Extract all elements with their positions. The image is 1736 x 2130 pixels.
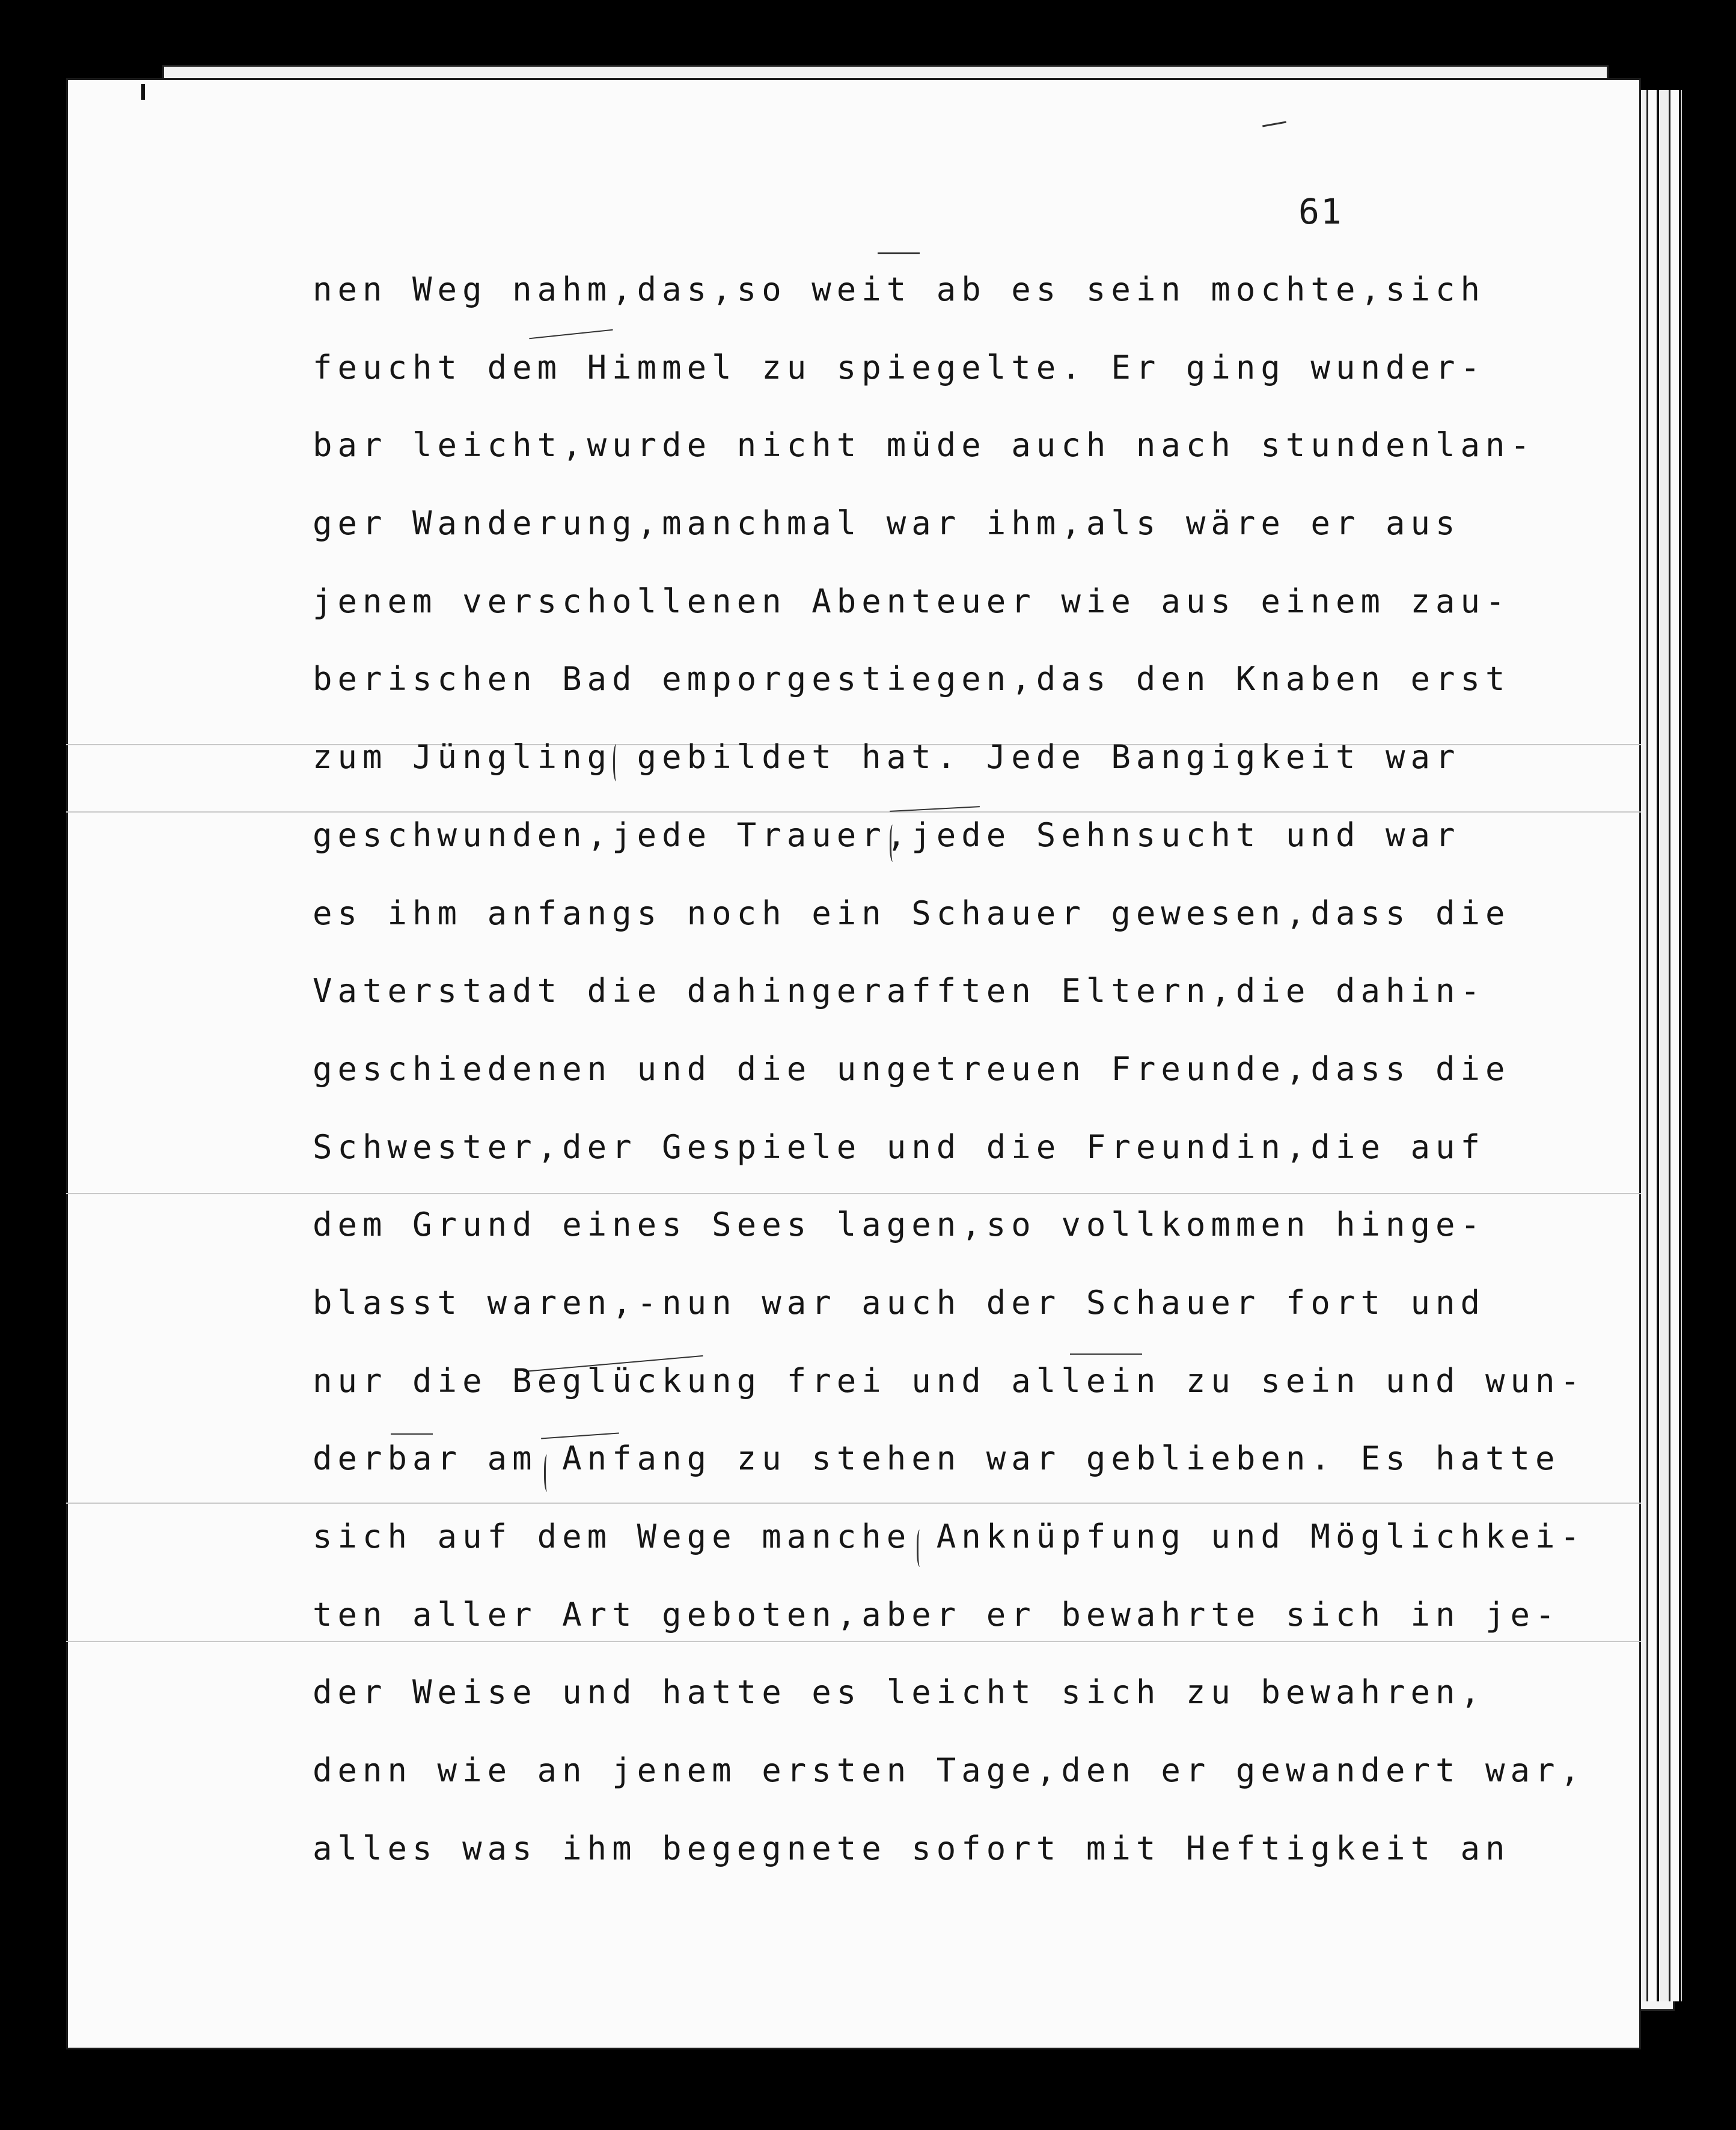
text-line: der Weise und hatte es leicht sich zu bewahren, (313, 1673, 1486, 1712)
text-line: sich auf dem Wege manche Anknüpfung und Möglichkei- (313, 1518, 1586, 1555)
text-line: dem Grund eines Sees lagen,so vollkommen hinge- (313, 1206, 1486, 1244)
text-line: Schwester,der Gespiele und die Freundin,die auf (313, 1128, 1486, 1166)
text-line: bar leicht,wurde nicht müde auch nach stundenlan- (313, 426, 1536, 465)
text-line: nen Weg nahm,das,so weit ab es sein mochte,sich (313, 270, 1486, 308)
typescript-text (313, 270, 1586, 1908)
text-line: ten aller Art geboten,aber er bewahrte sich in je- (313, 1595, 1560, 1634)
text-line: ger Wanderung,manchmal war ihm,als wäre er aus (313, 504, 1461, 543)
text-line: geschwunden,jede Trauer,jede Sehnsucht und war (313, 816, 1461, 854)
text-line: feucht dem Himmel zu spiegelte. Er ging wunder- (313, 348, 1486, 386)
text-line: Vaterstadt die dahingerafften Eltern,die dahin- (313, 972, 1486, 1010)
pencil-mark (878, 252, 920, 254)
text-line: denn wie an jenem ersten Tage,den er gewandert war, (313, 1751, 1586, 1790)
text-line: blasst waren,-nun war auch der Schauer fort und (313, 1283, 1486, 1322)
text-line: alles was ihm begegnete sofort mit Heftigkeit an (313, 1829, 1511, 1867)
text-line: jenem verschollenen Abenteuer wie aus einem zau- (313, 582, 1511, 620)
punch-mark (141, 84, 145, 100)
text-line: nur die Beglückung frei und allein zu sein und wun- (313, 1361, 1586, 1400)
text-line: berischen Bad emporgestiegen,das den Knaben erst (313, 660, 1511, 698)
text-line: geschiedenen und die ungetreuen Freunde,dass die (313, 1049, 1511, 1088)
text-line: es ihm anfangs noch ein Schauer gewesen,dass die (313, 894, 1511, 932)
text-line: zum Jüngling gebildet hat. Jede Bangigkeit war (313, 738, 1461, 777)
text-line: derbar am Anfang zu stehen war geblieben. Es hatte (313, 1439, 1560, 1478)
page-number: 61 (1298, 191, 1343, 232)
